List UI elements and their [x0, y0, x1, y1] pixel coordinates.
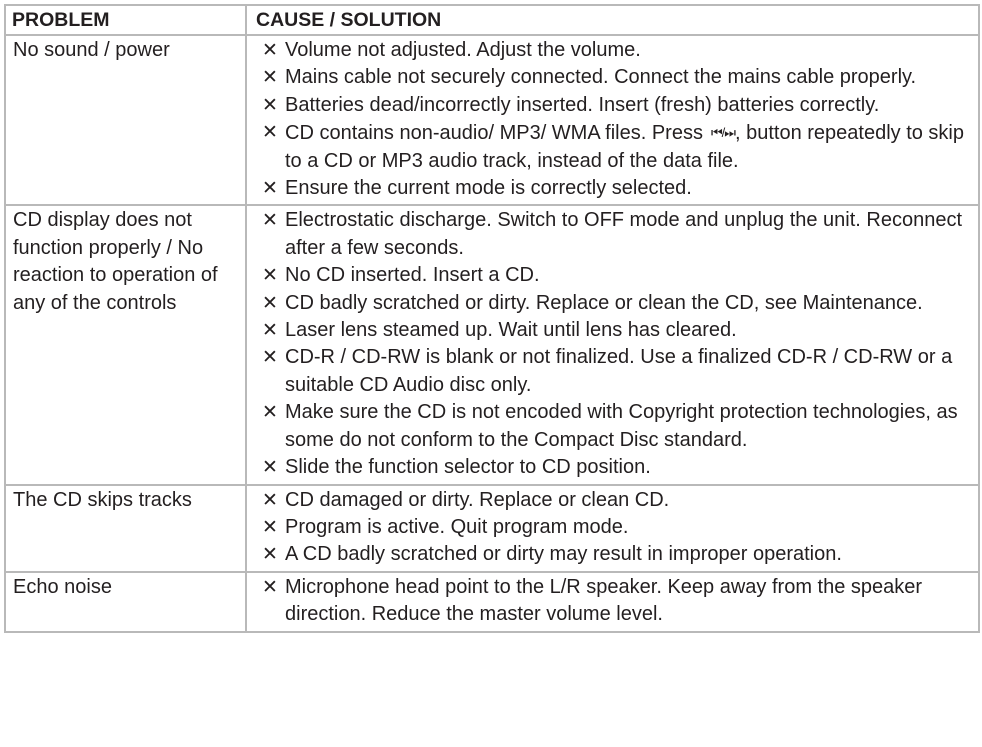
solution-text: Ensure the current mode is correctly selected. — [285, 177, 692, 200]
solution-item — [262, 175, 972, 202]
troubleshooting-table — [4, 4, 980, 633]
solution-item — [262, 207, 972, 262]
solution-text: Microphone head point to the L/R speaker. Keep away from the speaker direction. Reduce the master volume level. — [285, 575, 923, 626]
cross-bullet-icon: ✕ — [262, 457, 278, 479]
solution-item — [262, 514, 972, 541]
solution-text: Electrostatic discharge. Switch to OFF mode and unplug the unit. Reconnect after a few seconds. — [285, 209, 963, 259]
solution-item — [262, 64, 972, 91]
cross-bullet-icon: ✕ — [262, 347, 278, 369]
solution-column-header: CAUSE / SOLUTION — [246, 5, 979, 35]
solution-text: Program is active. Quit program mode. — [285, 515, 629, 538]
solution-cell — [246, 35, 979, 205]
solution-cell — [246, 572, 979, 632]
cross-bullet-icon: ✕ — [262, 265, 278, 287]
solution-cell — [246, 485, 979, 572]
solution-text: A CD badly scratched or dirty may result in improper operation. — [285, 543, 842, 566]
skip-previous-next-icon: ⏮/⏭ — [710, 125, 735, 141]
solution-text: CD badly scratched or dirty. Replace or clean the CD, see Maintenance. — [285, 291, 923, 314]
solution-text: Laser lens steamed up. Wait until lens has cleared. — [285, 319, 737, 342]
solution-text: CD-R / CD-RW is blank or not finalized. Use a finalized CD-R / CD-RW or a suitable CD Audio disc only. — [285, 346, 953, 396]
cross-bullet-icon: ✕ — [262, 320, 278, 342]
solution-text-after-icon: , button repeatedly to skip to a CD or MP3 audio track, instead of the data file. — [285, 122, 965, 172]
solution-text: Volume not adjusted. Adjust the volume. — [285, 39, 641, 61]
solution-text: No CD inserted. Insert a CD. — [285, 264, 540, 287]
cross-bullet-icon: ✕ — [262, 40, 278, 61]
cross-bullet-icon: ✕ — [262, 292, 278, 314]
problem-cell: CD display does not function properly / No reaction to operation of any of the controls — [5, 205, 246, 484]
cross-bullet-icon: ✕ — [262, 67, 278, 89]
solution-list — [262, 487, 972, 569]
solution-text: CD damaged or dirty. Replace or clean CD. — [285, 488, 670, 511]
table-row — [5, 205, 979, 484]
cross-bullet-icon: ✕ — [262, 544, 278, 566]
solution-item — [262, 317, 972, 344]
problem-cell: Echo noise — [5, 572, 246, 632]
cross-bullet-icon: ✕ — [262, 576, 278, 598]
problem-cell: The CD skips tracks — [5, 485, 246, 572]
troubleshooting-table-wrapper — [4, 4, 978, 633]
solution-item — [262, 262, 972, 289]
solution-item — [262, 290, 972, 317]
solution-text: Slide the function selector to CD position. — [285, 456, 651, 479]
solution-list — [262, 574, 972, 629]
solution-item — [262, 344, 972, 399]
solution-item — [262, 574, 972, 629]
cross-bullet-icon: ✕ — [262, 402, 278, 424]
cross-bullet-icon: ✕ — [262, 94, 278, 116]
table-row — [5, 485, 979, 572]
cross-bullet-icon: ✕ — [262, 122, 278, 144]
solution-list — [262, 207, 972, 481]
cross-bullet-icon: ✕ — [262, 516, 278, 538]
solution-item — [262, 119, 972, 175]
solution-text: Batteries dead/incorrectly inserted. Insert (fresh) batteries correctly. — [285, 93, 880, 116]
problem-cell: No sound / power — [5, 35, 246, 205]
table-row — [5, 572, 979, 632]
table-header-row — [5, 5, 979, 35]
solution-item — [262, 454, 972, 481]
solution-item — [262, 487, 972, 514]
cross-bullet-icon: ✕ — [262, 489, 278, 511]
solution-text-before-icon: CD contains non-audio/ MP3/ WMA files. Press — [285, 122, 703, 145]
cross-bullet-icon: ✕ — [262, 178, 278, 200]
solution-text: Mains cable not securely connected. Connect the mains cable properly. — [285, 66, 917, 89]
solution-item — [262, 37, 972, 64]
solution-cell — [246, 205, 979, 484]
solution-list — [262, 37, 972, 202]
problem-column-header: PROBLEM — [5, 5, 246, 35]
solution-text: Make sure the CD is not encoded with Copyright protection technologies, as some do not conform to the Compact Disc standard. — [285, 401, 958, 451]
solution-item — [262, 399, 972, 454]
table-row — [5, 35, 979, 205]
solution-item — [262, 92, 972, 119]
solution-item — [262, 541, 972, 568]
cross-bullet-icon: ✕ — [262, 210, 278, 232]
